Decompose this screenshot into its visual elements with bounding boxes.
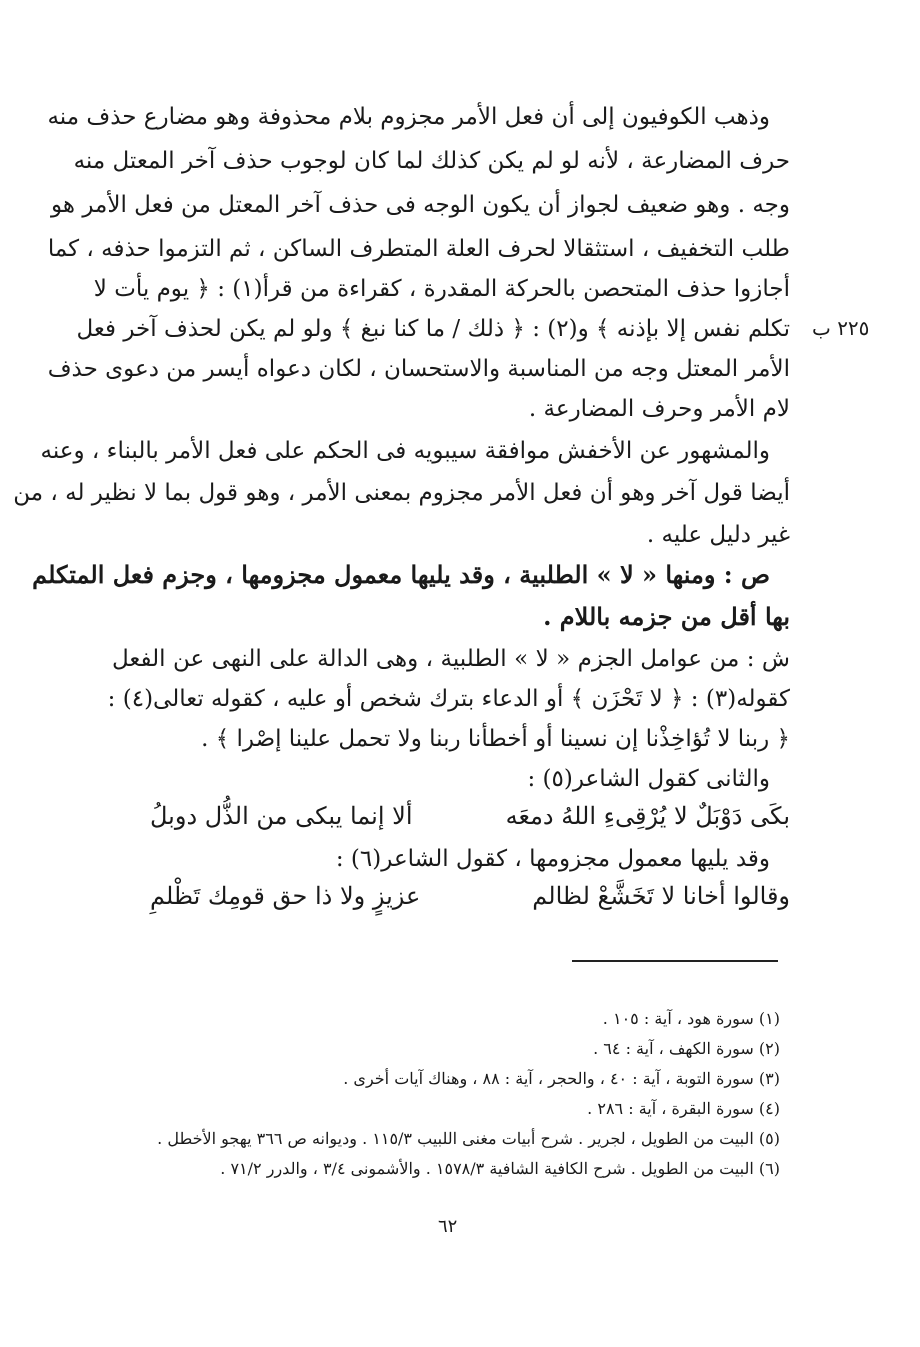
body-line-3: وجه . وهو ضعيف لجواز أن يكون الوجه فى حذف آخر المعتل من فعل الأمر هو [51, 192, 790, 218]
body-line-2: حرف المضارعة ، لأنه لو لم يكن كذلك لما كان لوجوب حذف آخر المعتل منه [73, 148, 790, 174]
body-line-5: أجازوا حذف المتحصن بالحركة المقدرة ، كقراءة من قرأ(١) : ﴿ يوم يأت لا [93, 276, 790, 302]
margin-folio-note: ٢٢٥ ب [812, 316, 870, 340]
verse-1-right: بكَى دَوْبَلٌ لا يُرْقِىءِ اللهُ دمعَه [505, 802, 790, 830]
body-line-7: الأمر المعتل وجه من المناسبة والاستحسان ، لكان دعواه أيسر من دعوى حذف [47, 356, 790, 382]
body-line-11: غير دليل عليه . [646, 522, 790, 548]
commentary-line-2: كقوله(٣) : ﴿ لا تَحْزَن ﴾ أو الدعاء بترك شخص أو عليه ، كقوله تعالى(٤) : [107, 686, 790, 712]
verse-2-right: وقالوا أخانا لا تَخَشَّعْ لظالم [532, 882, 790, 910]
body-line-6: تكلم نفس إلا بإذنه ﴾ و(٢) : ﴿ ذلك / ما كنا نبغ ﴾ ولو لم يكن لحذف آخر فعل [76, 316, 790, 342]
commentary-line-3: ﴿ ربنا لا تُؤاخِذْنا إن نسينا أو أخطأنا ربنا ولا تحمل علينا إصْرا ﴾ . [201, 726, 790, 752]
body-line-4: طلب التخفيف ، استثقالا لحرف العلة المتطرف الساكن ، ثم التزموا حذفه ، كما [47, 236, 790, 262]
page-number: ٦٢ [438, 1216, 458, 1237]
footnote-4: (٤) سورة البقرة ، آية : ٢٨٦ . [587, 1099, 780, 1118]
commentary-line-4: والثانى كقول الشاعر(٥) : [527, 766, 770, 792]
footnote-3: (٣) سورة التوبة ، آية : ٤٠ ، والحجر ، آية : ٨٨ ، وهناك آيات أخرى . [343, 1069, 780, 1088]
body-line-9: والمشهور عن الأخفش موافقة سيبويه فى الحكم على فعل الأمر بالبناء ، وعنه [40, 438, 770, 464]
footnote-separator [572, 960, 778, 962]
text-heading-line-2: بها أقل من جزمه باللام . [543, 602, 790, 631]
verse-1-left: ألا إنما يبكى من الذُّل دوبلُ [150, 802, 413, 830]
verse-2-left: عزيزٍ ولا ذا حق قومِك تَظْلمِ [150, 882, 421, 910]
body-line-10: أيضا قول آخر وهو أن فعل الأمر مجزوم بمعنى الأمر ، وهو قول بما لا نظير له ، من [13, 480, 790, 506]
body-line-8: لام الأمر وحرف المضارعة . [528, 396, 790, 422]
footnote-6: (٦) البيت من الطويل . شرح الكافية الشافية ١٥٧٨/٣ . والأشمونى ٣/٤ ، والدرر ٧١/٢ . [220, 1159, 780, 1178]
commentary-line-1: ش : من عوامل الجزم « لا » الطلبية ، وهى الدالة على النهى عن الفعل [112, 646, 790, 672]
text-heading-line-1: ص : ومنها « لا » الطلبية ، وقد يليها معمول مجزومها ، وجزم فعل المتكلم [32, 560, 770, 589]
body-line-1: وذهب الكوفيون إلى أن فعل الأمر مجزوم بلام محذوفة وهو مضارع حذف منه [47, 104, 770, 130]
footnote-2: (٢) سورة الكهف ، آية : ٦٤ . [593, 1039, 780, 1058]
commentary-line-5: وقد يليها معمول مجزومها ، كقول الشاعر(٦) : [335, 846, 770, 872]
footnote-5: (٥) البيت من الطويل ، لجرير . شرح أبيات مغنى اللبيب ١١٥/٣ . وديوانه ص ٣٦٦ يهجو الأخطل . [157, 1129, 780, 1148]
footnote-1: (١) سورة هود ، آية : ١٠٥ . [602, 1009, 780, 1028]
